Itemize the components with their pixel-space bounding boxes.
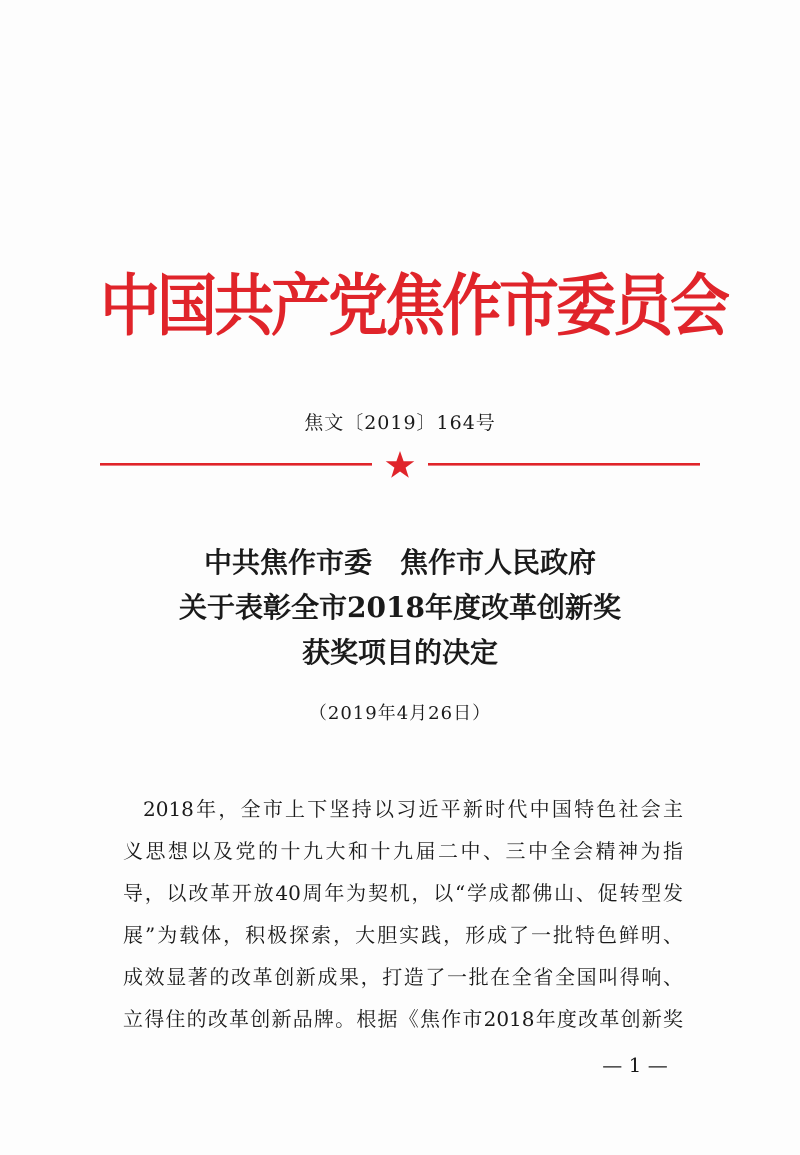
red-star-icon bbox=[386, 451, 415, 478]
document-number: 焦文〔2019〕164号 bbox=[304, 412, 496, 434]
divider-line-right bbox=[428, 463, 700, 466]
title-line-2: 关于表彰全市2018年度改革创新奖 bbox=[179, 591, 621, 624]
body-line-6: 立得住的改革创新品牌。根据《焦作市2018年度改革创新奖 bbox=[123, 1007, 683, 1031]
title-line-1: 中共焦作市委 焦作市人民政府 bbox=[203, 546, 596, 579]
title-line-3: 获奖项目的决定 bbox=[301, 636, 498, 669]
document-title bbox=[0, 540, 800, 675]
divider-line-left bbox=[100, 463, 372, 466]
body-line-1: 2018年，全市上下坚持以习近平新时代中国特色社会主 bbox=[143, 797, 683, 821]
page-number: — 1 — bbox=[602, 1053, 668, 1077]
red-header-title: 中国共产党焦作市委员会 bbox=[100, 267, 727, 346]
red-divider bbox=[100, 449, 700, 481]
body-paragraph bbox=[123, 788, 683, 1040]
document-date: （2019年4月26日） bbox=[308, 703, 492, 724]
body-line-3: 导，以改革开放40周年为契机，以“学成都佛山、促转型发 bbox=[123, 881, 683, 905]
body-line-2: 义思想以及党的十九大和十九届二中、三中全会精神为指 bbox=[123, 839, 683, 863]
body-line-5: 成效显著的改革创新成果，打造了一批在全省全国叫得响、 bbox=[123, 965, 683, 989]
body-line-4: 展”为载体，积极探索，大胆实践，形成了一批特色鲜明、 bbox=[123, 923, 683, 947]
